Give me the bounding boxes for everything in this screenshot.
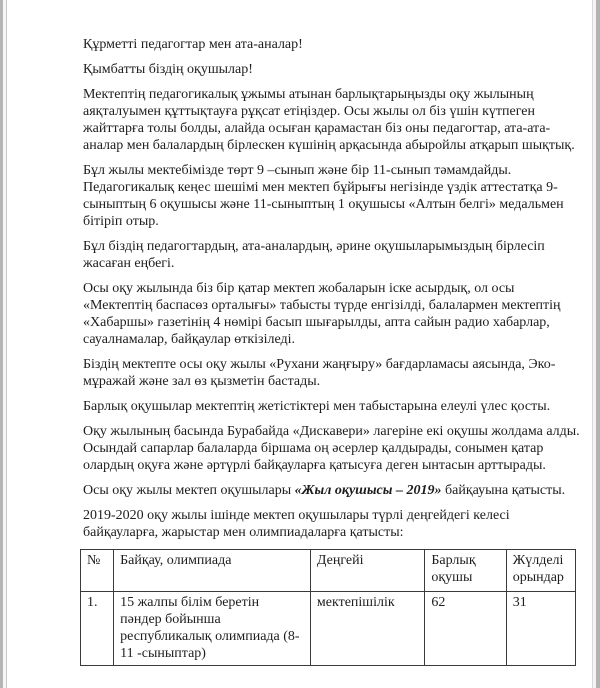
contest-sentence	[83, 482, 585, 499]
cell-total-students: 62	[425, 592, 506, 666]
contest-title-emphasis: «Жыл оқушысы – 2019»	[294, 483, 442, 498]
salutation-teachers: Құрметті педагогтар мен ата-аналар!	[83, 37, 303, 52]
paragraph-school-year-summary: Мектептің педагогикалық ұжымы атынан барлықтарыңызды оқу жылының аяқталуымен құттықтауға рұқсат етіңіздер. Осы жылы ол біз үшін күтпеген жайттарға толы болды, алайда осыған қарамастан біз оны педагогтар, ата-ата-аналар мен балалардың бірлескен күшінің арқасында абыройлы атқарып шықтық.	[83, 87, 575, 153]
salutation-students: Қымбатты біздің оқушылар!	[83, 62, 253, 77]
table-intro: 2019-2020 оқу жылы ішінде мектеп оқушылары түрлі деңгейдегі келесі байқауларға, жарыстар мен олимпиадаларға қатысты:	[83, 508, 510, 540]
cell-prize-places: 31	[506, 592, 575, 666]
col-header-level: Деңгейі	[310, 550, 424, 592]
paragraph-discovery-camp: Оқу жылының басында Бурабайда «Дискавери» лагеріне екі оқушы жолдама алды. Осындай сапарлар балаларда біршама оң әсерлер қалдырады, сонымен қатар олардың оқуға және әртүрлі байқауларға қатысуға деген ынтасын арттырады.	[83, 424, 580, 473]
table-row	[81, 592, 576, 666]
cell-contest-name: 15 жалпы білім беретін пәндер бойынша республикалық олимпиада (8-11 -сыныптар)	[114, 592, 311, 666]
contest-sentence-suffix: байқауына қатысты.	[441, 483, 566, 498]
page-left-edge	[0, 0, 9, 688]
paragraph-joint-effort: Бұл біздің педагогтардың, ата-аналардың, әрине оқушыларымыздың бірлесіп жасаған еңбегі.	[83, 239, 545, 271]
results-table-header-row	[81, 550, 576, 592]
cell-level: мектепішілік	[310, 592, 424, 666]
page-right-edge	[590, 0, 600, 688]
document-content	[83, 36, 585, 666]
col-header-contest: Байқау, олимпиада	[114, 550, 311, 592]
paragraph-school-projects: Осы оқу жылында біз бір қатар мектеп жобаларын іске асырдық, ол осы «Мектептің баспасөз орталығы» табысты түрде енгізілді, балалармен мектептің «Хабаршы» газетінің 4 нөмірі басып шығарылды, апта сайын радио хабарлар, сауалнамалар, байқаулар өткізіледі.	[83, 281, 561, 347]
results-table	[80, 549, 576, 666]
paragraph-graduating-classes: Бұл жылы мектебімізде төрт 9 –сынып және бір 11-сынып тәмамдайды. Педагогикалық кеңес шешімі мен мектеп бұйрығы негізінде үздік аттестатқа 9-сыныптың 6 оқушысы және 11-сыныптың 1 оқушысы «Алтын белгі» медальмен бітіріп отыр.	[83, 163, 564, 229]
col-header-prize-places: Жүлделі орындар	[506, 550, 575, 592]
col-header-number: №	[81, 550, 114, 592]
col-header-total-students: Барлық оқушы	[425, 550, 506, 592]
paragraph-students-contribution: Барлық оқушылар мектептің жетістіктері мен табыстарына елеулі үлес қосты.	[83, 399, 551, 414]
paragraph-rukhani-zhangyru: Біздің мектепте осы оқу жылы «Рухани жаңғыру» бағдарламасы аясында, Эко-мұражай және зал өз қызметін бастады.	[83, 357, 556, 389]
cell-row-number: 1.	[81, 592, 114, 666]
contest-sentence-prefix: Осы оқу жылы мектеп оқушылары	[83, 483, 295, 498]
